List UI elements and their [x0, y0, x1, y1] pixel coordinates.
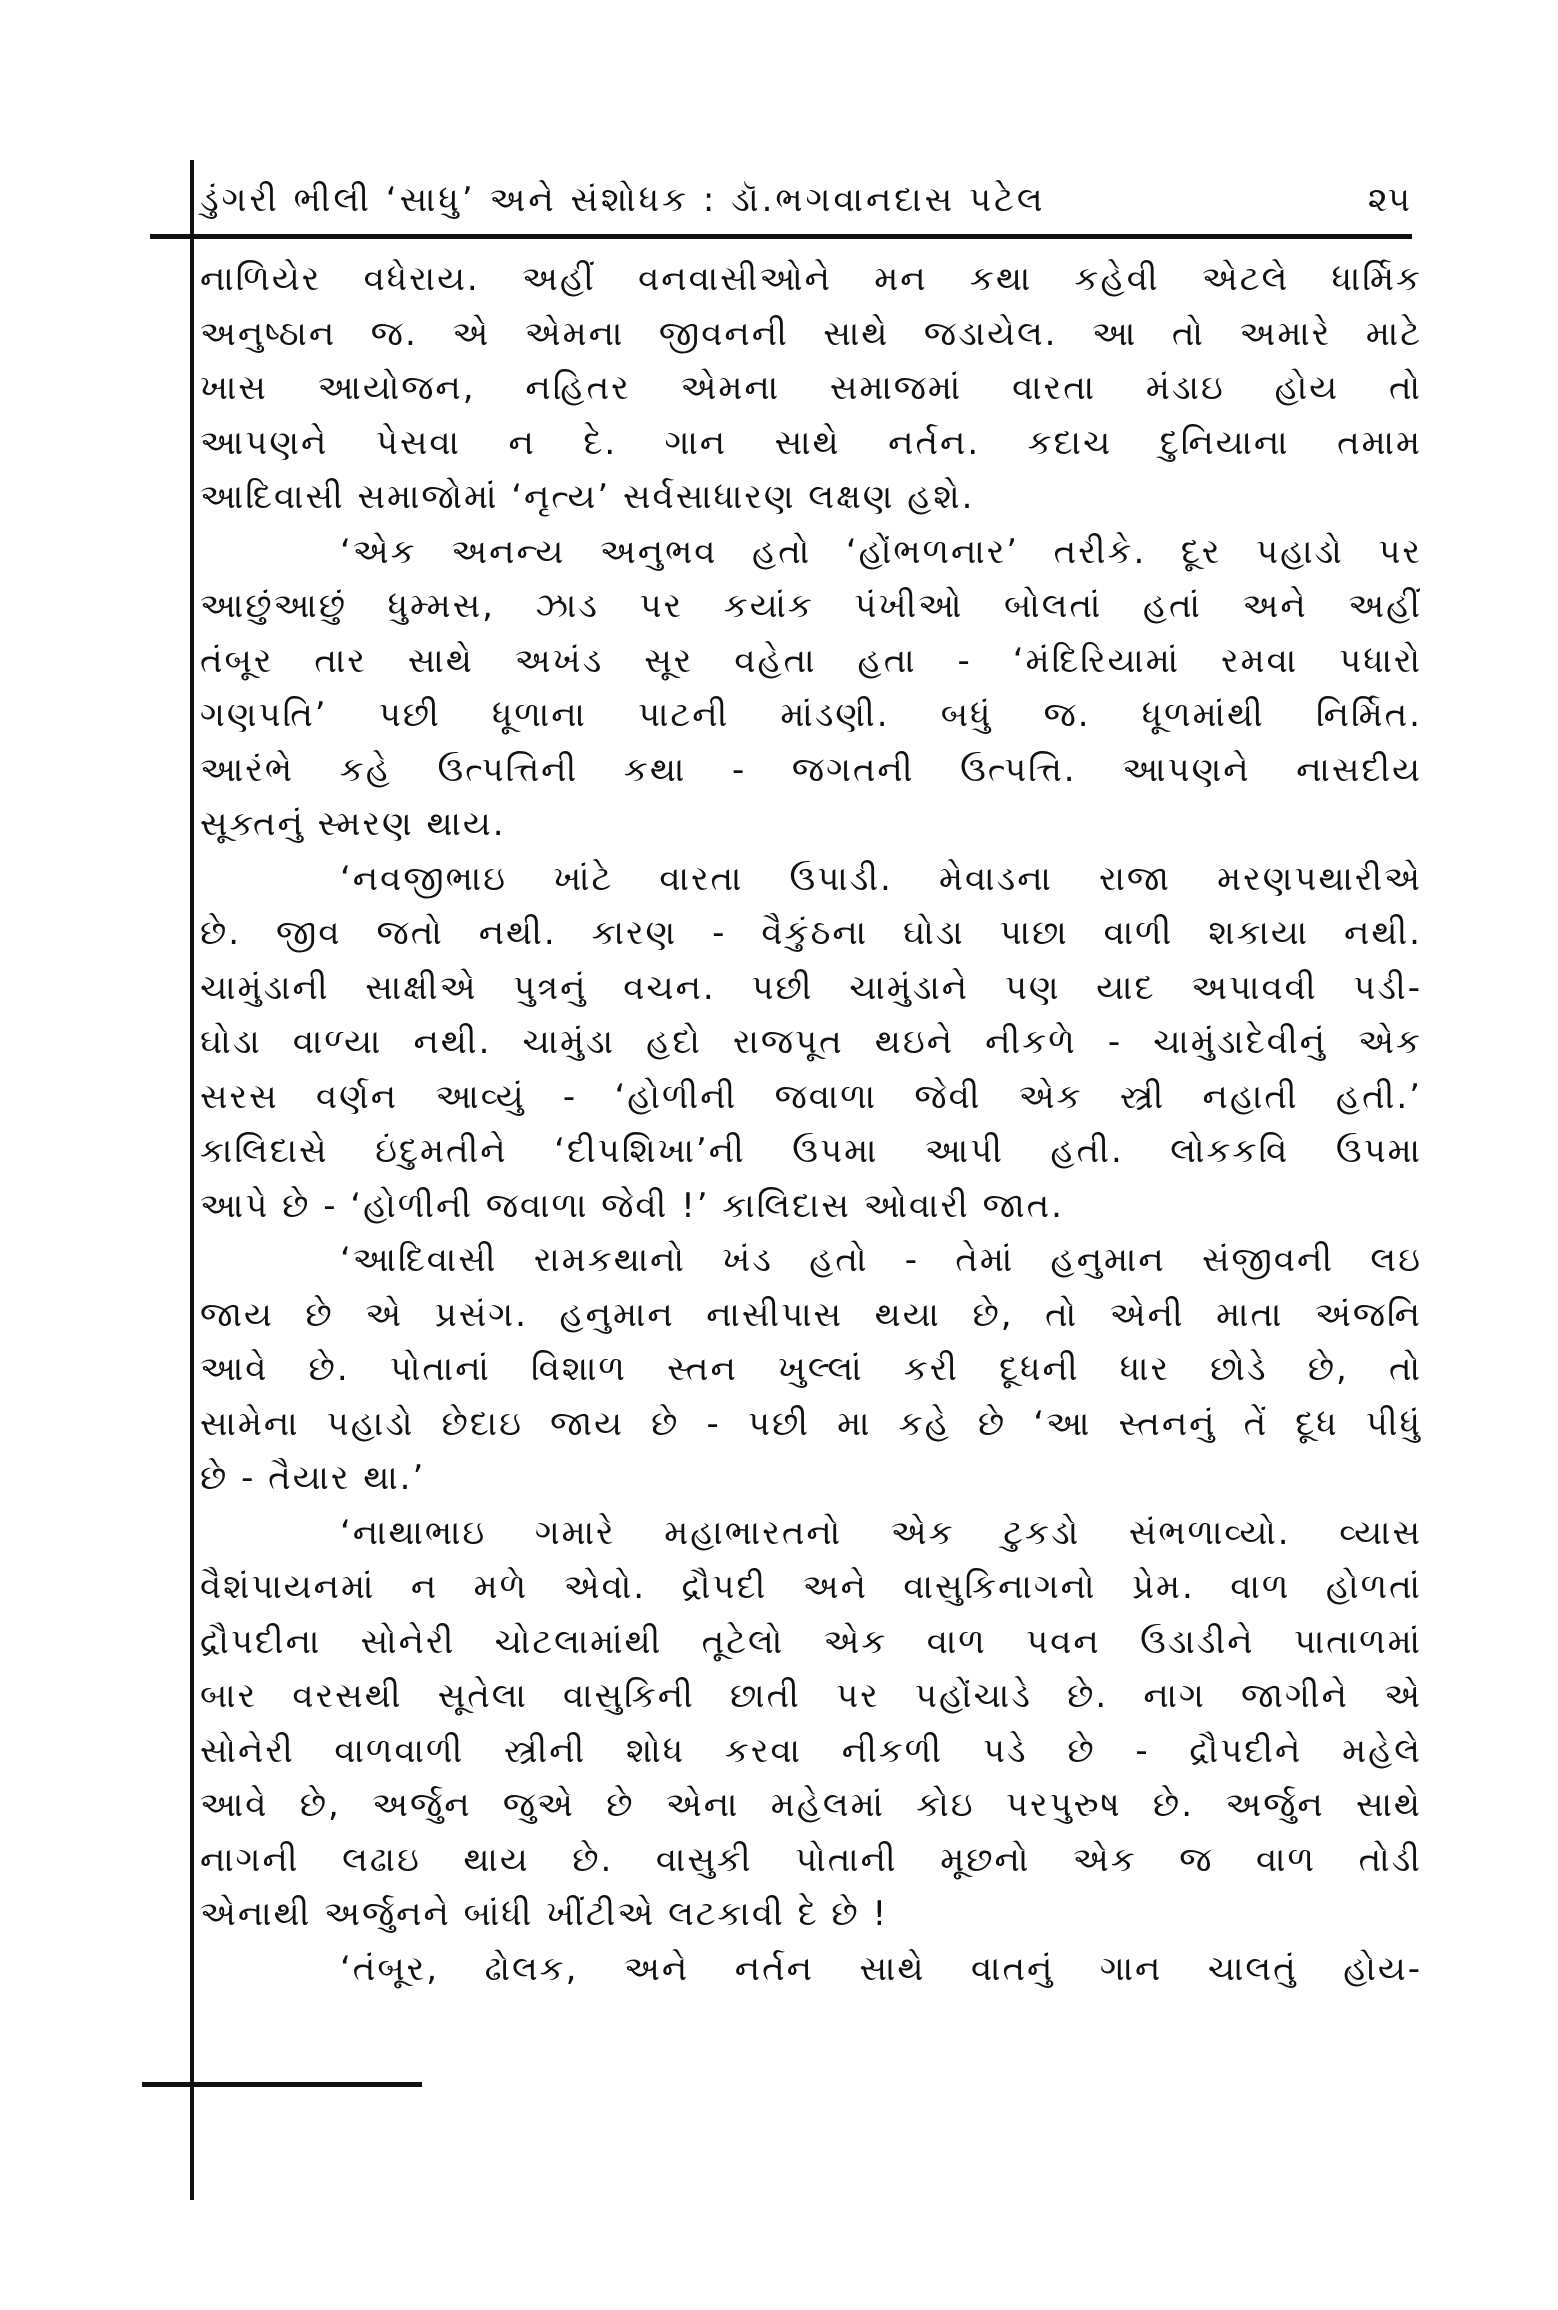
text-line: સામેના પહાડો છેદાઇ જાય છે - પછી મા કહે છે ‘આ સ્તનનું તેં દૂધ પીધું [200, 1403, 1422, 1444]
text-line: એનાથી અર્જુનને બાંધી ખીંટીએ લટકાવી દે છે ! [200, 1894, 889, 1934]
text-line: આપણને પેસવા ન દે. ગાન સાથે નર્તન. કદાચ દુનિયાના તમામ [200, 422, 1422, 463]
text-line: આરંભે કહે ઉત્પત્તિની કથા - જગતની ઉત્પત્તિ. આપણને નાસદીય [200, 749, 1422, 790]
text-line: ચામુંડાની સાક્ષીએ પુત્રનું વચન. પછી ચામુંડાને પણ યાદ અપાવવી પડી- [200, 967, 1422, 1008]
text-line: દ્રૌપદીના સોનેરી ચોટલામાંથી તૂટેલો એક વાળ પવન ઉડાડીને પાતાળમાં [200, 1621, 1422, 1662]
paragraph-start-line: ‘તંબૂર, ઢોલક, અને નર્તન સાથે વાતનું ગાન ચાલતું હોય- [340, 1948, 1422, 1989]
text-line: તંબૂર તાર સાથે અખંડ સૂર વહેતા હતા - ‘મંદિરિયામાં રમવા પધારો [200, 640, 1422, 681]
text-line: જાય છે એ પ્રસંગ. હનુમાન નાસીપાસ થયા છે, તો એની માતા અંજનિ [200, 1294, 1422, 1335]
text-line: બાર વરસથી સૂતેલા વાસુકિની છાતી પર પહોંચાડે છે. નાગ જાગીને એ [200, 1676, 1422, 1716]
body-text [200, 252, 1422, 1996]
text-line: સોનેરી વાળવાળી સ્ત્રીની શોધ કરવા નીકળી પડે છે - દ્રૌપદીને મહેલે [200, 1730, 1422, 1771]
text-line: સરસ વર્ણન આવ્યું - ‘હોળીની જવાળા જેવી એક સ્ત્રી નહાતી હતી.’ [200, 1076, 1422, 1117]
text-line: ગણપતિ’ પછી ધૂળાના પાટની માંડણી. બધું જ. ધૂળમાંથી નિર્મિત. [200, 695, 1422, 735]
text-line: આદિવાસી સમાજોમાં ‘નૃત્ય’ સર્વસાધારણ લક્ષણ હશે. [200, 477, 975, 517]
text-line: નાળિયેર વધેરાય. અહીં વનવાસીઓને મન કથા કહેવી એટલે ધાર્મિક [200, 259, 1422, 299]
running-head: ડુંગરી ભીલી ‘સાધુ’ અને સંશોધક : ડૉ.ભગવાનદાસ પટેલ [200, 180, 1046, 220]
left-margin-rule [190, 160, 194, 2200]
paragraph-start-line: ‘એક અનન્ય અનુભવ હતો ‘હોંભળનાર’ તરીકે. દૂર પહાડો પર [340, 531, 1422, 572]
text-line: આવે છે, અર્જુન જુએ છે એના મહેલમાં કોઇ પરપુરુષ છે. અર્જુન સાથે [200, 1785, 1422, 1825]
text-line: આવે છે. પોતાનાં વિશાળ સ્તન ખુલ્લાં કરી દૂધની ધાર છોડે છે, તો [200, 1349, 1422, 1389]
text-line: છે. જીવ જતો નથી. કારણ - વૈકુંઠના ઘોડા પાછા વાળી શકાયા નથી. [200, 913, 1422, 953]
text-line: વૈશંપાયનમાં ન મળે એવો. દ્રૌપદી અને વાસુકિનાગનો પ્રેમ. વાળ હોળતાં [200, 1567, 1422, 1607]
page-number: ૨૫ [1367, 180, 1410, 220]
text-line: છે - તૈયાર થા.’ [200, 1458, 426, 1498]
footer-rule [142, 2082, 422, 2087]
paragraph-start-line: ‘નવજીભાઇ ખાંટે વારતા ઉપાડી. મેવાડના રાજા મરણપથારીએ [340, 858, 1422, 899]
paragraph-start-line: ‘આદિવાસી રામકથાનો ખંડ હતો - તેમાં હનુમાન સંજીવની લઇ [340, 1240, 1422, 1280]
header-rule [150, 234, 1412, 239]
text-line: ખાસ આયોજન, નહિતર એમના સમાજમાં વારતા મંડાઇ હોય તો [200, 368, 1422, 408]
text-line: અનુષ્ઠાન જ. એ એમના જીવનની સાથે જડાયેલ. આ તો અમારે માટે [200, 313, 1422, 354]
text-line: આપે છે - ‘હોળીની જવાળા જેવી !’ કાલિદાસ ઓવારી જાત. [200, 1185, 1064, 1226]
text-line: સૂક્તનું સ્મરણ થાય. [200, 804, 506, 844]
text-line: આછુંઆછું ધુમ્મસ, ઝાડ પર કયાંક પંખીઓ બોલતાં હતાં અને અહીં [200, 586, 1422, 626]
text-line: નાગની લઢાઇ થાય છે. વાસુકી પોતાની મૂછનો એક જ વાળ તોડી [200, 1839, 1422, 1880]
paragraph-start-line: ‘નાથાભાઇ ગમારે મહાભારતનો એક ટુકડો સંભળાવ્યો. વ્યાસ [340, 1512, 1422, 1553]
text-line: કાલિદાસે ઇંદુમતીને ‘દીપશિખા’ની ઉપમા આપી હતી. લોકકવિ ઉપમા [200, 1131, 1422, 1171]
text-line: ઘોડા વાળ્યા નથી. ચામુંડા હદો રાજપૂત થઇને નીકળે - ચામુંડાદેવીનું એક [200, 1022, 1422, 1062]
